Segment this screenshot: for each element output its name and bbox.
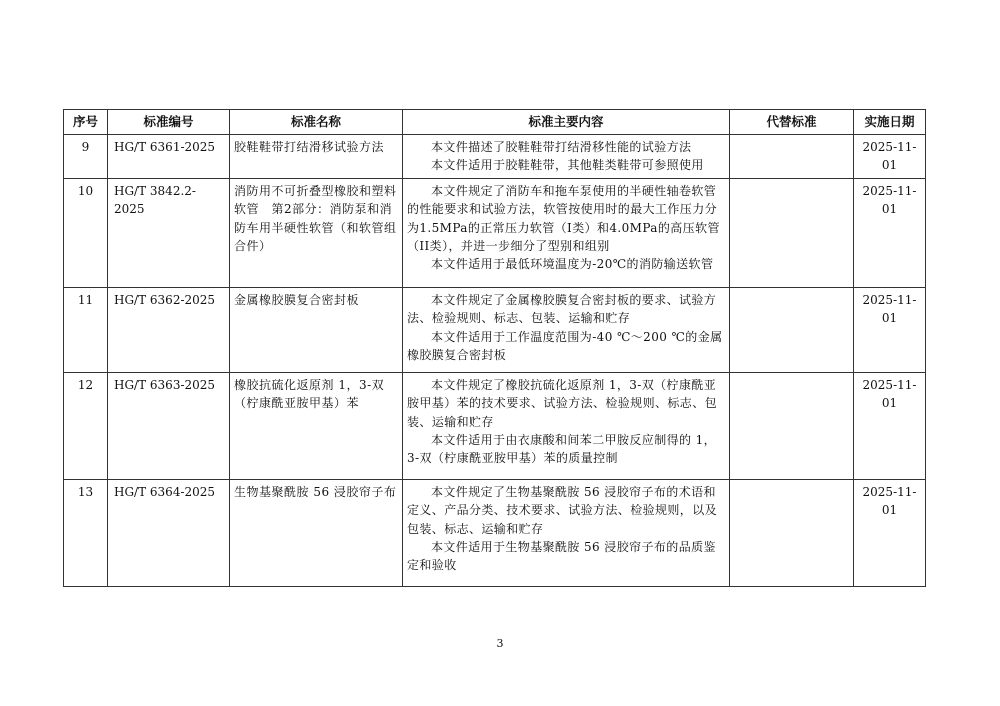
content-applicability: 本文件适用于工作温度范围为-40 ℃～200 ℃的金属橡胶膜复合密封板	[407, 329, 723, 363]
content-scope: 本文件规定了生物基聚酰胺 56 浸胶帘子布的术语和定义、产品分类、技术要求、试验方法、检验规则，以及包装、标志、运输和贮存	[407, 484, 718, 536]
content-scope: 本文件规定了橡胶抗硫化返原剂 1，3-双（柠康酰亚胺甲基）苯的技术要求、试验方法、检验规则、标志、包装、运输和贮存	[407, 377, 718, 429]
table-row	[64, 178, 926, 287]
cell-replaces	[730, 178, 854, 287]
cell-name: 金属橡胶膜复合密封板	[230, 287, 403, 372]
header-no: 序号	[64, 110, 108, 135]
cell-name: 生物基聚酰胺 56 浸胶帘子布	[230, 479, 403, 586]
content-scope: 本文件规定了金属橡胶膜复合密封板的要求、试验方法、检验规则、标志、包装、运输和贮存	[407, 292, 717, 326]
cell-content	[403, 135, 730, 179]
table-header-row	[64, 110, 926, 135]
cell-content	[403, 479, 730, 586]
cell-replaces	[730, 479, 854, 586]
header-date: 实施日期	[854, 110, 926, 135]
header-name: 标准名称	[230, 110, 403, 135]
content-applicability: 本文件适用于由衣康酸和间苯二甲胺反应制得的 1，3-双（柠康酰亚胺甲基）苯的质量控制	[407, 433, 717, 466]
cell-date: 2025-11-01	[854, 287, 926, 372]
cell-no: 9	[64, 135, 108, 179]
content-scope: 本文件描述了胶鞋鞋带打结滑移性能的试验方法	[431, 140, 692, 154]
cell-replaces	[730, 287, 854, 372]
cell-replaces	[730, 372, 854, 479]
cell-date: 2025-11-01	[854, 135, 926, 179]
header-replaces: 代替标准	[730, 110, 854, 135]
header-content: 标准主要内容	[403, 110, 730, 135]
table-row	[64, 372, 926, 479]
cell-content	[403, 178, 730, 287]
cell-content	[403, 287, 730, 372]
cell-no: 10	[64, 178, 108, 287]
standards-table	[63, 109, 926, 587]
content-applicability: 本文件适用于最低环境温度为-20℃的消防输送软管	[431, 257, 714, 272]
cell-content	[403, 372, 730, 479]
cell-code: HG/T 6362-2025	[108, 287, 230, 372]
cell-date: 2025-11-01	[854, 479, 926, 586]
cell-name: 消防用不可折叠型橡胶和塑料软管 第2部分：消防泵和消防车用半硬性软管（和软管组合件）	[230, 178, 403, 287]
cell-code: HG/T 6364-2025	[108, 479, 230, 586]
cell-code: HG/T 6361-2025	[108, 135, 230, 179]
cell-code: HG/T 6363-2025	[108, 372, 230, 479]
content-scope: 本文件规定了消防车和拖车泵使用的半硬性轴卷软管的性能要求和试验方法，软管按使用时的最大工作压力分为1.5MPa的正常压力软管（I类）和4.0MPa的高压软管（II类），并进一步细分了型别和组别	[407, 183, 720, 254]
cell-no: 13	[64, 479, 108, 586]
content-applicability: 本文件适用于胶鞋鞋带，其他鞋类鞋带可参照使用	[431, 158, 704, 173]
cell-no: 11	[64, 287, 108, 372]
content-applicability: 本文件适用于生物基聚酰胺 56 浸胶帘子布的品质鉴定和验收	[407, 540, 716, 573]
table-row	[64, 287, 926, 372]
cell-name: 橡胶抗硫化返原剂 1，3-双（柠康酰亚胺甲基）苯	[230, 372, 403, 479]
header-code: 标准编号	[108, 110, 230, 135]
cell-name: 胶鞋鞋带打结滑移试验方法	[230, 135, 403, 179]
cell-date: 2025-11-01	[854, 372, 926, 479]
cell-no: 12	[64, 372, 108, 479]
cell-date: 2025-11-01	[854, 178, 926, 287]
cell-code: HG/T 3842.2-2025	[108, 178, 230, 287]
table-row	[64, 479, 926, 586]
cell-replaces	[730, 135, 854, 179]
page-number: 3	[496, 637, 504, 650]
table-row	[64, 135, 926, 179]
